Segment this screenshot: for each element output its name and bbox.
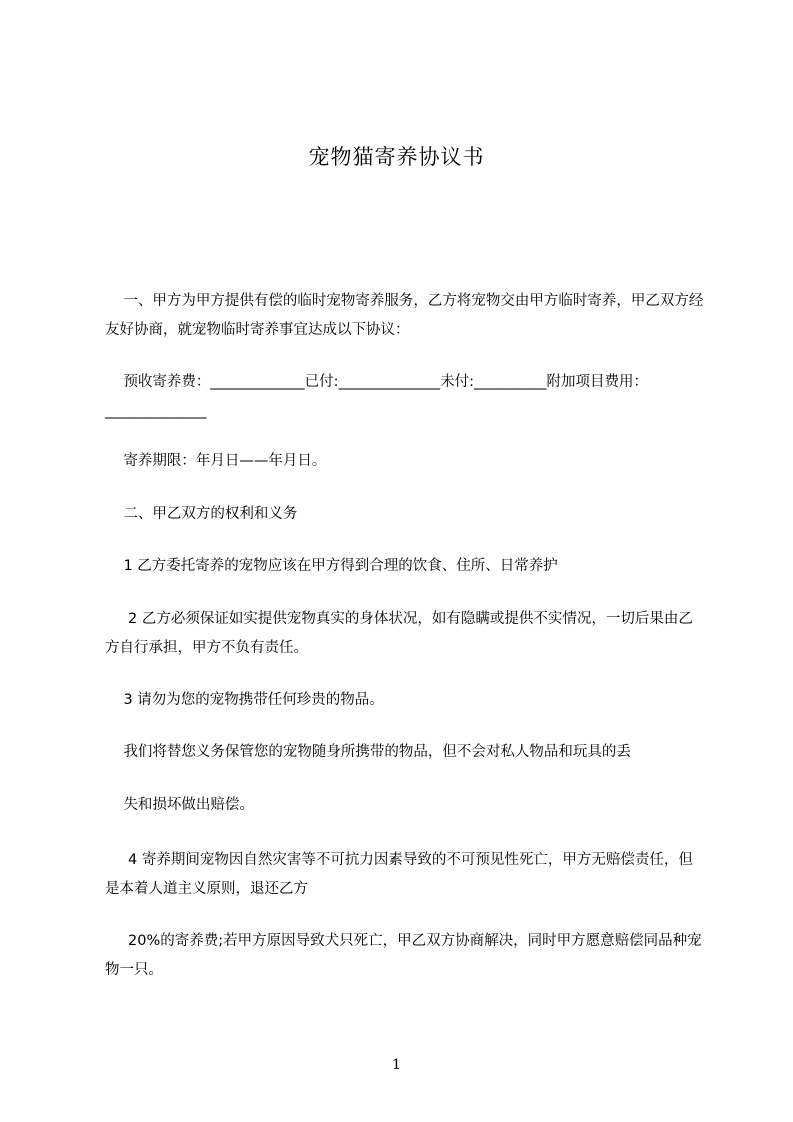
paragraph-section-one-intro: 一、甲方为甲方提供有偿的临时宠物寄养服务，乙方将宠物交由甲方临时寄养，甲乙双方经友好协商，就宠物临时寄养事宜达成以下协议： xyxy=(105,293,704,338)
paragraph-fees: 预收寄养费：_____________已付:______________未付:__________附加项目费用：______________ xyxy=(105,374,648,419)
paragraph-item-3-detail: 我们将替您义务保管您的宠物随身所携带的物品，但不会对私人物品和玩具的丢 xyxy=(105,744,631,760)
page-number: 1 xyxy=(392,1057,401,1073)
paragraph-item-1: 1 乙方委托寄养的宠物应该在甲方得到合理的饮食、住所、日常养护 xyxy=(105,558,558,574)
paragraph-item-4: 4 寄养期间宠物因自然灾害等不可抗力因素导致的不可预见性死亡，甲方无赔偿责任，但是本着人道主义原则，退还乙方 xyxy=(105,852,693,897)
document-title: 宠物猫寄养协议书 xyxy=(308,145,485,169)
paragraph-item-4-cont: 20%的寄养费;若甲方原因导致犬只死亡，甲乙双方协商解决，同时甲方愿意赔偿同品种宠物一只。 xyxy=(105,933,702,978)
paragraph-period: 寄养期限：年月日——年月日。 xyxy=(105,453,327,469)
paragraph-section-two-heading: 二、甲乙双方的权利和义务 xyxy=(105,506,298,522)
paragraph-item-2: 2 乙方必须保证如实提供宠物真实的身体状况，如有隐瞒或提供不实情况，一切后果由乙方自行承担，甲方不负有责任。 xyxy=(105,611,693,656)
paragraph-item-3: 3 请勿为您的宠物携带任何珍贵的物品。 xyxy=(105,692,384,708)
paragraph-item-3-detail-cont: 失和损坏做出赔偿。 xyxy=(105,797,254,813)
